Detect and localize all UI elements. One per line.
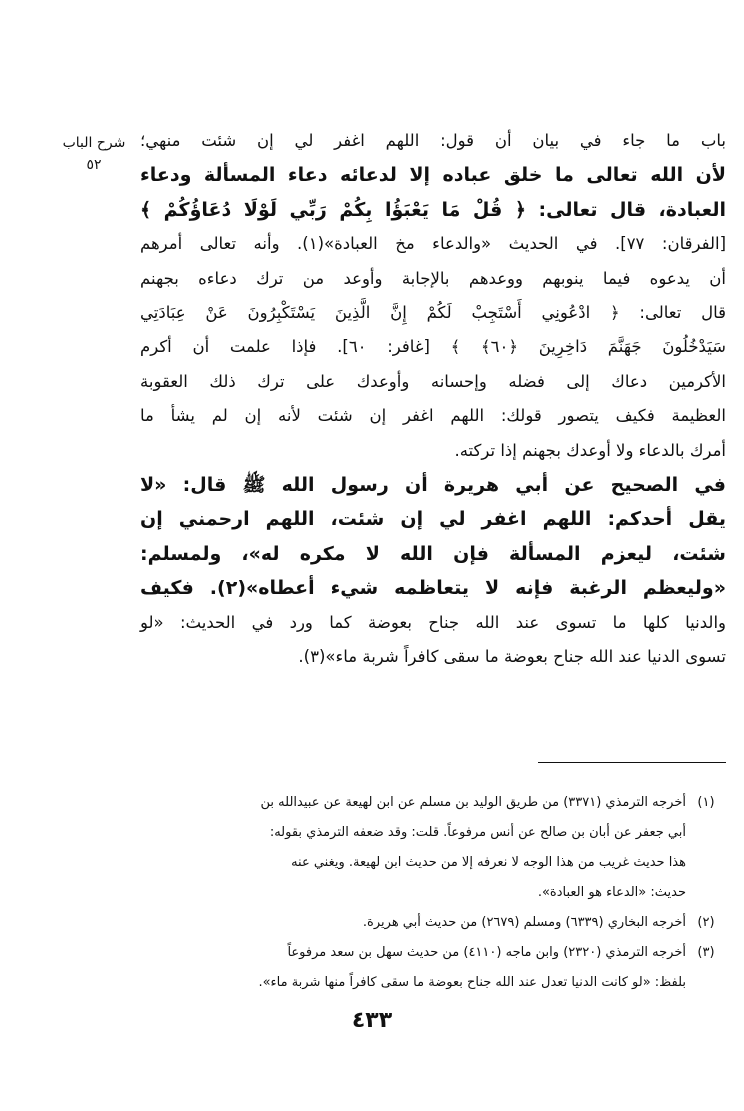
footnote-number: (٣): [697, 945, 715, 960]
footnote-number: (٢): [697, 915, 715, 930]
text-line: الأكرمين دعاك إلى فضله وإحسانه وأوعدك على ترك ذلك العقوبة: [140, 371, 726, 391]
margin-note-number: ٥٢: [86, 157, 102, 173]
text-line: «وليعظم الرغبة فإنه لا يتعاظمه شيء أعطاه»(٢). فكيف: [140, 577, 727, 600]
text-line: لأن الله تعالى ما خلق عباده إلا لدعائه دعاء المسألة ودعاء: [140, 164, 726, 187]
text-line: شئت، ليعزم المسألة فإن الله لا مكره له»، ولمسلم:: [140, 542, 726, 565]
main-text: [140, 124, 726, 675]
footnote-line: أخرجه الترمذي (٢٣٢٠) وابن ماجه (٤١١٠) من حديث سهل بن سعد مرفوعاً: [287, 945, 686, 960]
text-line: أن يدعوه فيما ينوبهم ووعدهم بالإجابة وأوعد من ترك دعاءه بجهنم: [140, 268, 726, 288]
text-line: باب ما جاء في بيان أن قول: اللهم اغفر لي إن شئت منهي؛: [140, 131, 726, 150]
footnote-line: بلفظ: «لو كانت الدنيا تعدل عند الله جناح بعوضة ما سقى كافراً منها شربة ماء».: [258, 975, 686, 990]
footnote-line: هذا حديث غريب من هذا الوجه لا نعرفه إلا من حديث ابن لهيعة. ويغني عنه: [291, 855, 686, 870]
footnote-line: حديث: «الدعاء هو العبادة».: [537, 885, 686, 900]
footnote-separator: [538, 762, 726, 763]
footnote-line: أخرجه الترمذي (٣٣٧١) من طريق الوليد بن مسلم عن ابن لهيعة عن عبيدالله بن: [260, 795, 686, 810]
footnote: [140, 938, 726, 998]
text-line: في الصحيح عن أبي هريرة أن رسول الله ﷺ قال: «لا: [140, 474, 726, 497]
footnote: [140, 788, 726, 908]
footnote: [140, 908, 726, 938]
text-line: يقل أحدكم: اللهم اغفر لي إن شئت، اللهم ارحمني إن: [140, 508, 726, 531]
page-number: ٤٣٣: [351, 1008, 393, 1033]
text-line: قال تعالى: ﴿ ادْعُونِي أَسْتَجِبْ لَكُمْ إِنَّ الَّذِينَ يَسْتَكْبِرُونَ عَنْ عِبَادَتِي: [140, 303, 726, 323]
text-line: والدنيا كلها ما تسوى عند الله جناح بعوضة كما ورد في الحديث: «لو: [140, 612, 726, 632]
text-line: سَيَدْخُلُونَ جَهَنَّمَ دَاخِرِينَ ﴿٦٠﴾ ﴾ [غافر: ٦٠]. فإذا علمت أن أكرم: [140, 337, 727, 357]
margin-note-title: شرح الباب: [62, 135, 126, 151]
text-line: العظيمة فكيف يتصور قولك: اللهم اغفر إن شئت لأنه إن لم يشأ ما: [140, 406, 726, 426]
footnote-line: أخرجه البخاري (٦٣٣٩) ومسلم (٢٦٧٩) من حديث أبي هريرة.: [362, 915, 686, 930]
text-line: تسوى الدنيا عند الله جناح بعوضة ما سقى كافراً شربة ماء»(٣).: [298, 647, 726, 667]
footnote-line: أبي جعفر عن أبان بن صالح عن أنس مرفوعاً. قلت: وقد ضعفه الترمذي بقوله:: [269, 825, 686, 840]
margin-note: [54, 132, 134, 176]
footnote-number: (١): [697, 795, 715, 810]
text-line: العبادة، قال تعالى: ﴿ قُلْ مَا يَعْبَؤُا بِكُمْ رَبِّي لَوْلَا دُعَاؤُكُمْ ﴾: [140, 198, 726, 221]
footnotes: [140, 788, 726, 998]
text-line: أمرك بالدعاء ولا أوعدك بجهنم إذا تركته.: [454, 440, 726, 460]
text-line: [الفرقان: ٧٧]. في الحديث «والدعاء مخ العبادة»(١). وأنه تعالى أمرهم: [140, 234, 727, 254]
